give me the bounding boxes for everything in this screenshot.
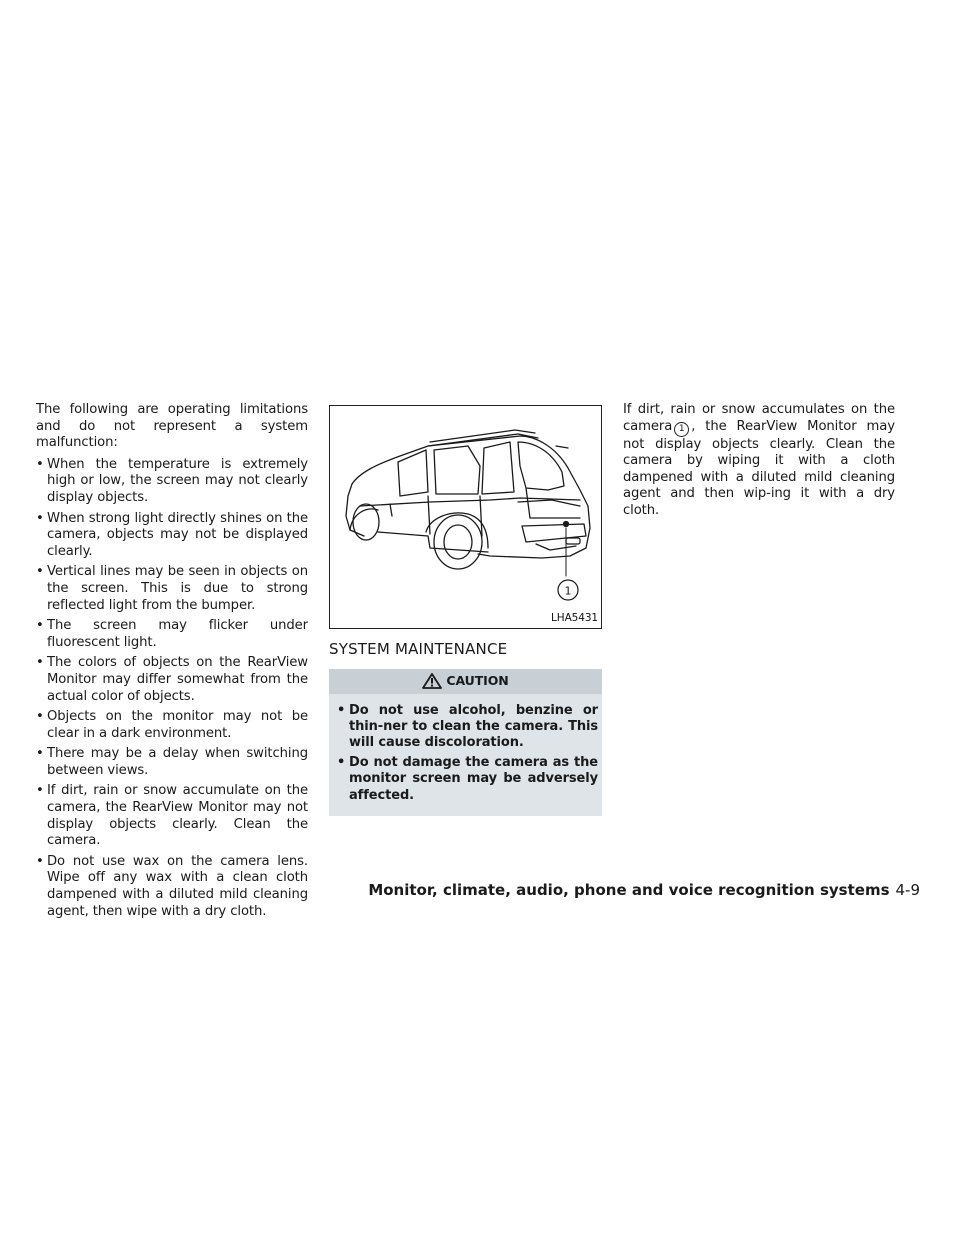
callout-badge: 1 [674,422,689,437]
figure-callout: 1 [564,584,572,598]
chapter-title: Monitor, climate, audio, phone and voice recognition systems [368,881,890,899]
paragraph-text: If dirt, rain or snow accumulates on the camera [623,402,895,434]
intro-paragraph: The following are operating limitations and do not represent a system malfunction: [36,402,308,451]
list-item: • Objects on the monitor may not be clear in a dark environment. [36,709,308,742]
list-item: • There may be a delay when switching between views. [36,746,308,779]
left-column [36,402,308,924]
list-item: • If dirt, rain or snow accumulate on the camera, the RearView Monitor may not display objects clearly. Clean the camera. [36,783,308,849]
list-item: • Do not use wax on the camera lens. Wipe off any wax with a clean cloth dampened with a diluted mild cleaning agent, then wipe with a dry cloth. [36,854,308,920]
caution-list [329,694,602,816]
paragraph-text: , the RearView Monitor may not display objects clearly. Clean the camera by wiping it with a cloth dampened with a diluted mild cleaning agent and then wip-ing it with a dry cloth. [623,418,895,518]
warning-triangle-icon [422,673,442,689]
right-column [623,402,895,525]
list-item: • When strong light directly shines on the camera, objects may not be displayed clearly. [36,511,308,561]
list-item: • The screen may flicker under fluorescent light. [36,618,308,651]
caution-item: • Do not damage the camera as the monitor screen may be adversely affected. [337,755,598,804]
middle-column [329,402,602,816]
caution-label: CAUTION [446,672,509,688]
caution-header [329,669,602,694]
maintenance-paragraph [623,402,895,520]
caution-item: • Do not use alcohol, benzine or thin-ner to clean the camera. This will cause discoloration. [337,703,598,752]
caution-box [329,669,602,816]
list-item: • Vertical lines may be seen in objects on the screen. This is due to strong reflected light from the bumper. [36,564,308,614]
list-item: • The colors of objects on the RearView Monitor may differ somewhat from the actual color of objects. [36,655,308,705]
page-footer [368,881,920,899]
figure-code: LHA5431 [551,612,598,625]
section-heading: SYSTEM MAINTENANCE [329,640,508,658]
page-number: 4-9 [895,881,920,899]
rear-suv-illustration [330,406,601,628]
list-item: • When the temperature is extremely high or low, the screen may not clearly display objects. [36,457,308,507]
rear-camera-figure [329,405,602,629]
limitations-list [36,457,308,920]
